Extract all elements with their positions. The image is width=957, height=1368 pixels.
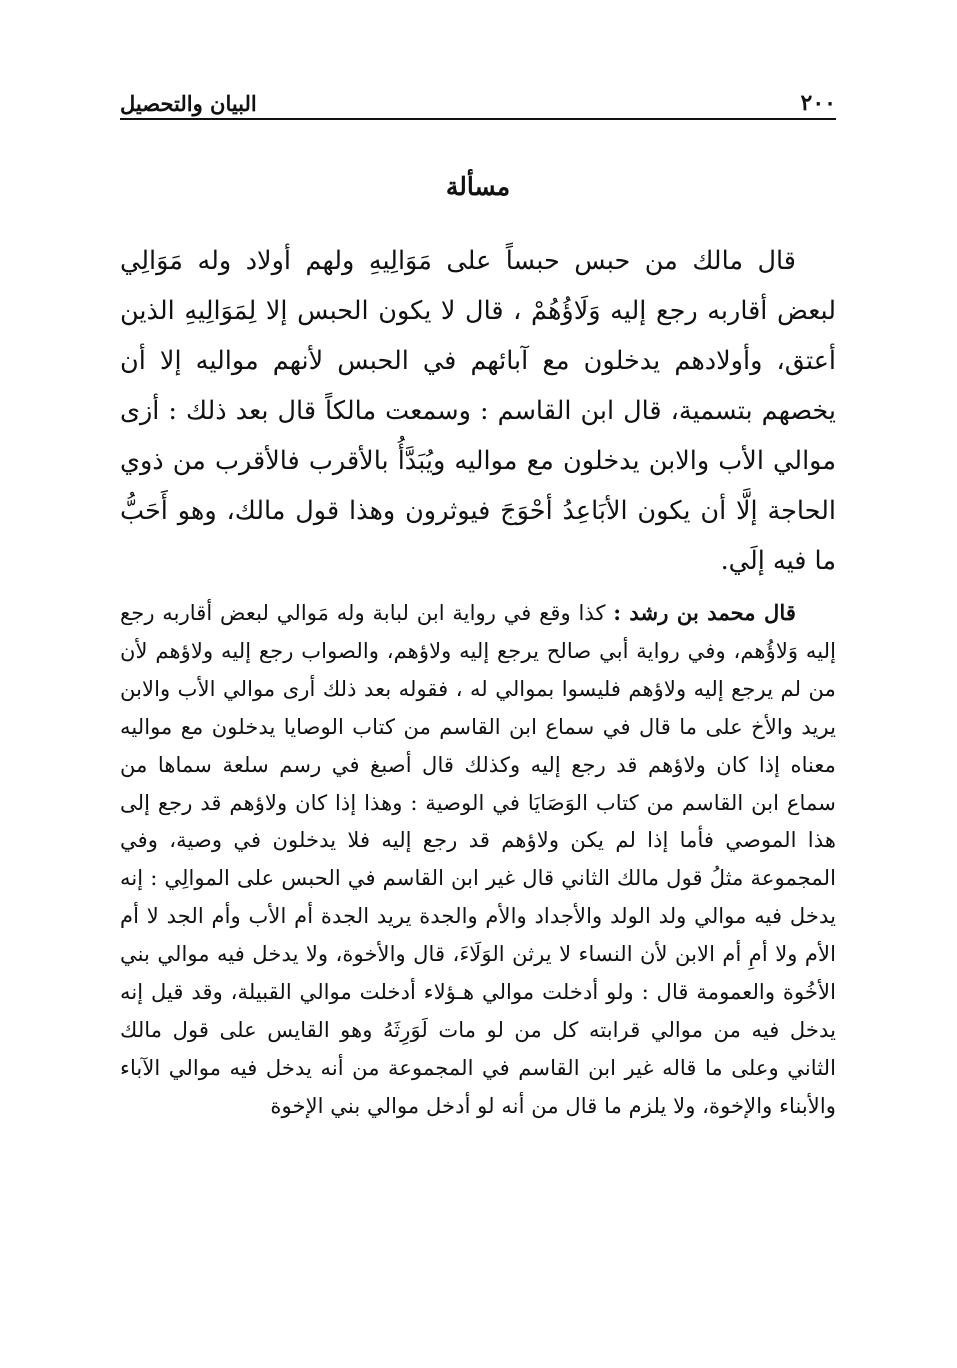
book-title: البيان والتحصيل: [120, 91, 257, 116]
header-rule: [120, 118, 836, 120]
commentary-text: كذا وقع في رواية ابن لبابة وله مَوالي لبعض أقاربه رجع إليه وَلاؤُهم، وفي رواية أبي صالح يرجع إليه ولاؤهم، والصواب رجع إليه ولاؤهم لأن من لم يرجع إليه ولاؤهم فليسوا بموالي له ، فقوله بعد ذلك أرى موالي الأب والابن يريد والأخ على ما قال في سماع ابن القاسم من كتاب الوصايا يدخلون مع مواليه معناه إذا كان ولاؤهم قد رجع إليه وكذلك قال أصبغ في رسم سلعة سماها من سماع ابن القاسم من كتاب الوَصَايَا في الوصية : وهذا إذا كان ولاؤهم قد رجع إلى هذا الموصي فأما إذا لم يكن ولاؤهم قد رجع إليه فلا يدخلون في وصية، وفي المجموعة مثلُ قول مالك الثاني قال غير ابن القاسم في الحبس على الموالِي : إنه يدخل فيه موالي ولد الولد والأجداد والأم والجدة يريد الجدة أم الأب وأم الجد لا أم الأم ولا أمِ أم الابن لأن النساء لا يرثن الوَلَاءَ، قال والأخوة، ولا يدخل فيه موالي بني الأخُوة والعمومة قال : ولو أدخلت موالي هـؤلاء أدخلت موالي القبيلة، وقد قيل إنه يدخل فيه من موالي قرابته كل من لو مات لَوَرِثَهُ وهو القايس على قول مالك الثاني وعلى ما قاله غير ابن القاسم في المجموعة من أنه يدخل فيه موالي الآباء والأبناء والإخوة، ولا يلزم ما قال من أنه لو أدخل موالي بني الإخوة: [120, 600, 836, 1118]
speaker-label: قال محمد بن رشد :: [613, 600, 796, 625]
page-number: ٢٠٠: [800, 90, 836, 116]
paragraph-malik: قال مالك من حبس حبساً على مَوَالِيهِ ولهم أولاد وله مَوَالِي لبعض أقاربه رجع إليه وَلَاؤُهُمْ ، قال لا يكون الحبس إلا لِمَوَالِيهِ الذين أعتق، وأولادهم يدخلون مع آبائهم في الحبس لأنهم مواليه إلا أن يخصهم بتسمية، قال ابن القاسم : وسمعت مالكاً قال بعد ذلك : أزى موالي الأب والابن يدخلون مع مواليه ويُبَدَّأُ بالأقرب فالأقرب من ذوي الحاجة إلَّا أن يكون الأبَاعِدُ أحْوَجَ فيوثرون وهذا قول مالك، وهو أَحَبُّ ما فيه إلَي.: [120, 246, 836, 576]
section-heading: مسألة: [445, 172, 511, 201]
paragraph-ibn-rushd: [120, 594, 836, 1125]
page-header: [120, 78, 836, 116]
